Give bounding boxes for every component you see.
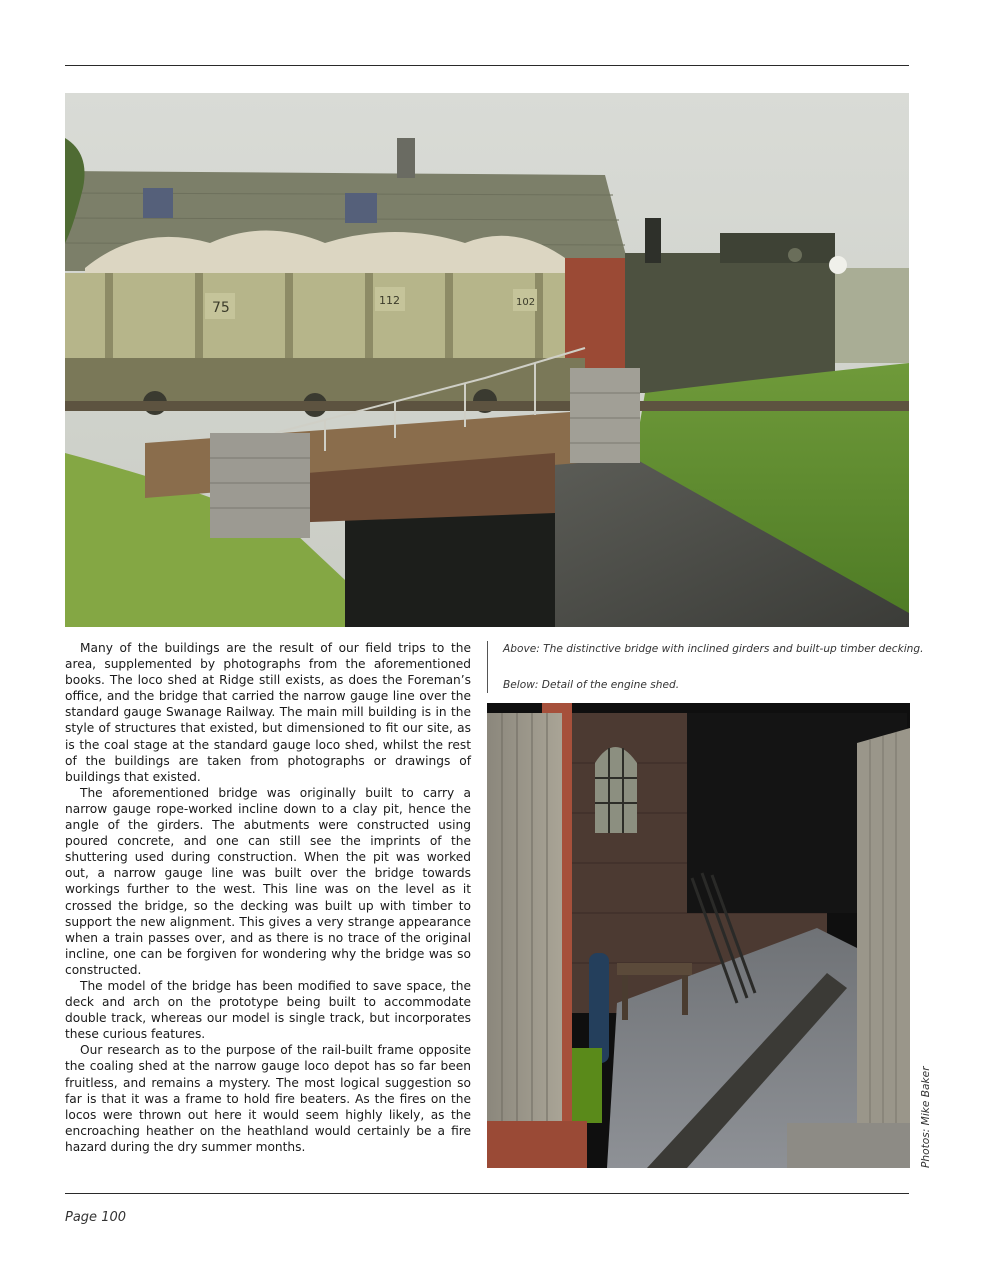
caption-above: Above: The distinctive bridge with inclined girders and built-up timber decking.	[503, 643, 924, 655]
engine-shed-photo	[487, 703, 910, 1168]
article-paragraph-3: The model of the bridge has been modified to save space, the deck and arch on the prototype being built to accommodate double track, whereas our model is single track, but incorporates these curious features.	[65, 978, 471, 1042]
photo-credit: Photos: Mike Baker	[920, 1066, 932, 1168]
wagon-number-2: 112	[379, 294, 400, 307]
bottom-rule	[65, 1193, 909, 1194]
article-paragraph-1: Many of the buildings are the result of our field trips to the area, supplemented by photographs from the aforementioned books. The loco shed at Ridge still exists, as does the Foreman’s office, and the bridge that carried the narrow gauge line over the standard gauge Swanage Railway. The main mill building is in the style of structures that existed, but dimensioned to fit our site, as is the coal stage at the standard gauge loco shed, whilst the rest of the buildings are taken from photographs or drawings of buildings that existed.	[65, 641, 471, 784]
page-number: Page 100	[65, 1210, 127, 1225]
article-paragraph-4: Our research as to the purpose of the rail-built frame opposite the coaling shed at the narrow gauge loco depot has so far been fruitless, and remains a mystery. The most logical suggestion so far is that it was a frame to hold fire beaters. As the fires on the locos were thrown out here it would seem highly likely, as the encroaching heather on the heathland would certainly be a fire hazard during the dry summer months.	[65, 1043, 471, 1154]
top-rule	[65, 65, 909, 66]
wagon-number-1: 75	[212, 300, 230, 316]
article-paragraph-2: The aforementioned bridge was originally built to carry a narrow gauge rope-worked incline down to a clay pit, hence the angle of the girders. The abutments were constructed using poured concrete, and one can still see the imprints of the shuttering used during construction. When the pit was worked out, a narrow gauge line was built over the bridge towards workings further to the west. This line was on the level as it crossed the bridge, so the decking was built up with timber to support the new alignment. This gives a very strange appearance when a train passes over, and as there is no trace of the original incline, one can be forgiven for wondering why the bridge was so constructed.	[65, 785, 471, 977]
article-body	[65, 640, 471, 1155]
bridge-train-photo	[65, 93, 909, 627]
caption-below: Below: Detail of the engine shed.	[503, 679, 680, 691]
wagon-number-3: 102	[516, 297, 536, 308]
caption-divider	[487, 641, 488, 693]
